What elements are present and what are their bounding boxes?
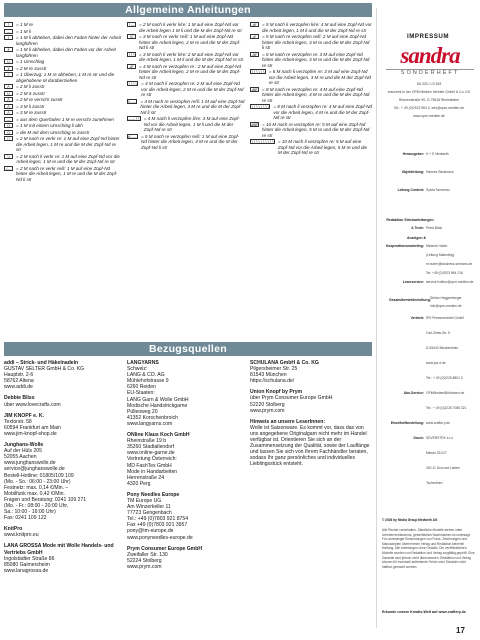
source-line: www.knitpro.eu — [4, 532, 39, 539]
knit-symbol-icon: U — [4, 59, 13, 64]
source-name: LANA GROSSA Mode mit Wolle Handels- und Vertriebs GmbH — [4, 543, 114, 556]
abbreviation-text: = 5 M nach re verzopfen re/li: 2 M auf eine Zopf-Nd hinter die Arbeit legen, 3 M re und die M der Zopf-Nd li str — [262, 34, 370, 50]
copyright: © 2026 by Media Group Medweth AG — [382, 518, 438, 522]
logo-word: sandra — [400, 43, 460, 68]
knit-symbol-icon: I — [4, 35, 13, 40]
impressum-key: Druck: — [413, 436, 424, 440]
impressum-value: (Leitung Marketing) — [426, 253, 455, 257]
abbreviation-item — [250, 87, 372, 104]
abbreviation-item — [4, 66, 122, 72]
impressum-row — [380, 262, 480, 267]
impressum-value: Sylvia Tannenwi — [426, 188, 450, 192]
source-line: Hauptstr. 2-6 — [4, 372, 34, 379]
source-line: pony@tm-europe.de — [127, 528, 174, 535]
source-line: 52224 Stolberg — [127, 557, 162, 564]
knit-symbol-icon: ∖∖∖∖∖∖∖∖ — [251, 105, 270, 109]
knit-symbol-icon: ⁄⁄⁄⁄⁄⁄ — [250, 52, 259, 57]
impressum-row — [380, 406, 480, 411]
impressum-panel — [380, 0, 480, 640]
impressum-value: Tel.: + 49 (0)2225 8801 0 — [426, 376, 463, 380]
source-line: 60594 Frankfurt am Main — [4, 424, 61, 431]
knit-symbol-icon: /∖ — [4, 136, 13, 141]
impressum-row — [380, 331, 480, 336]
source-line: Ingolstädter Straße 86 — [4, 555, 55, 562]
impressum-key: Objektleitung: — [401, 170, 424, 174]
source-line: MD FashTex GmbH — [127, 462, 172, 469]
abbreviation-item — [127, 34, 245, 51]
knit-symbol-icon: ∖— — [128, 23, 135, 27]
knit-symbol-icon: ⁄⁄⁄⁄⁄⁄⁄⁄ — [250, 87, 259, 92]
knit-symbol-icon: ⊼ — [4, 47, 13, 52]
source-line: Herrenstraße 24 — [127, 474, 165, 481]
source-line: Tel.: +49 (0)7803 921 8754 — [127, 516, 189, 523]
impressum-value: SEVERSTEK s.r.o. — [426, 436, 454, 440]
abbreviation-text: = 8 M nach li verzopfen re: 4 M auf eine Zopf-Nd vor die Arbeit legen, 4 M re und die M der Zopf-Nd re str — [273, 104, 372, 120]
source-line: Zweifaller Str. 130 — [127, 551, 168, 558]
impressum-key — [380, 376, 426, 381]
impressum-key — [380, 262, 426, 267]
source-name: Pony Needles Europe — [127, 491, 180, 498]
impressum-key — [380, 406, 426, 411]
abbreviation-item — [4, 72, 122, 83]
impressum-key — [380, 331, 426, 336]
abbreviation-text: = 5 M nach li verzopfen li/re: 4 M auf eine Zopf-Nd vor die Arbeit legen, 1 M li und die M der Zopf-Nd re str — [262, 22, 372, 33]
impressum-row — [380, 152, 480, 157]
source-entry — [127, 546, 245, 570]
knit-symbol-icon: ⋀ — [4, 84, 13, 89]
impressum-row — [380, 226, 480, 231]
abbreviation-item — [4, 59, 122, 65]
impressum-value: H + E Medweth — [426, 152, 449, 156]
source-line: Bestell-Hotline: 01805/109 109 — [4, 472, 74, 479]
impressum-value: 400 11 Ústí nad Labem — [426, 466, 461, 470]
abbreviation-text: = aus dem Querfaden 1 M re verschr zunehmen — [16, 116, 114, 122]
knit-symbol-icon: │ — [4, 22, 13, 27]
impressum-value: Tel.: + 49 (0)2225 7085 321 — [426, 406, 467, 410]
impressum-row — [380, 466, 480, 471]
knit-symbol-icon: ∖∖∖∖∖∖∖∖∖∖ — [251, 140, 274, 144]
source-line: www.online-garne.de — [127, 450, 175, 457]
abbreviation-item — [4, 29, 122, 35]
source-entry — [4, 442, 122, 521]
abbreviation-item — [250, 69, 372, 86]
impressum-key: Herausgeber: — [402, 152, 424, 156]
abbreviation-item — [127, 52, 245, 63]
source-line: Festnetz: max. 0,14 €/Min. – — [4, 484, 69, 491]
gesamt-heading: Gesamtherstellenleitung: — [388, 298, 431, 302]
impressum-key — [380, 481, 426, 486]
abbreviation-item — [250, 104, 372, 121]
source-entry — [127, 432, 245, 487]
source-line: 41352 Korschenbroich — [127, 414, 178, 421]
abbreviation-item — [127, 116, 245, 133]
source-entry — [4, 360, 122, 390]
knit-symbol-icon: ⋀ — [4, 110, 13, 115]
knit-symbol-icon: ⋀ — [4, 104, 13, 109]
impressum-key: Leitung Content: — [397, 188, 424, 192]
impressum-row — [380, 253, 480, 258]
source-line: 77723 Gengenbach — [127, 510, 172, 517]
source-line: www.addi.de — [4, 384, 33, 391]
knit-symbol-icon: ∕∕∕ — [127, 34, 136, 39]
legal-text: Alle Rechte vorbehalten. Sämtliche Modelle stehen unter Urheberrechtsschutz, gewerbliches Nachmachen ist untersagt. Für unverlangte Einsendungen von Fotos, Zeichnungen und Manuskripten übernehmen Verlag und Redaktion keinerlei Haftung. Alle Anleitungen ohne Gewähr. Die veröffentlichten Modelle wurden von Redaktion und Verlag sorgfältig geprüft. Eine Garantie wird jedoch nicht übernommen. Redaktion und Verlag können für eventuell auftretende Fehler oder Schäden nicht haftbar gemacht werden. — [382, 528, 475, 569]
abbreviation-text: = 8 M nach re verzopfen re: 4 M auf eine Zopf-Nd hinter die Arbeit legen, 4 M re und die M der Zopf-Nd re str — [262, 86, 370, 103]
knit-symbol-icon: — — [4, 117, 13, 122]
knit-symbol-icon: ⁄⁄⁄—— — [128, 134, 137, 139]
source-line: TM Europe UG — [127, 497, 162, 504]
source-line: service@junghanswolle.de — [4, 466, 65, 473]
abbreviation-text: = 4 M nach li verzopfen li/re: 3 M auf eine Zopf-Nd vor die Arbeit legen, 1 M li und die M der Zopf-Nd re str — [143, 116, 240, 132]
source-line: Textorstr. 58 — [4, 418, 32, 425]
abbreviation-text: = 3 M nach re verkr re/li: 1 M auf eine Zopf-Nd hinter die Arbeit legen, 2 M re und die M der Zopf-Nd li str — [139, 34, 241, 50]
knit-symbol-icon: ⊻ — [4, 66, 13, 71]
abbreviation-text: = 1 Umschlag — [16, 59, 45, 64]
abbreviation-text: = 3 M li zusstr — [16, 103, 45, 109]
abbreviation-item — [4, 35, 122, 46]
abbreviation-text: = 1 M re — [16, 22, 33, 27]
gesamt-value: Stefan Heggenberger — [430, 296, 462, 300]
source-line: www.jim-knopf-shop.de — [4, 430, 57, 437]
impressum-row — [380, 391, 480, 396]
section-title-anleitungen: Allgemeine Anleitungen — [4, 3, 372, 17]
source-name: addi – Strick- und Häkelnadeln — [4, 360, 79, 366]
abbreviation-item — [4, 104, 122, 110]
abbreviation-text: = 4 M nach re verzopfen re : 2 M auf eine Zopf-Nd hinter die Arbeit legen, 2 M re und die M der Zopf-Nd re str — [139, 63, 242, 80]
abbreviation-text: = 2 M nach li verkr li/re: 1 M auf eine Zopf-Nd vor die Arbeit legen 1 M li und die M der Zopf-Nd re str — [139, 22, 242, 33]
abbreviation-text: = 4 M nach re verzopfen re/li: 1 M auf eine Zopf-Nd hinter die Arbeit legen, 3 M re und die M der Zopf-Nd li str — [140, 98, 245, 115]
abbreviation-text: = 1 M mit einem Umschlag li abh — [16, 123, 83, 128]
gesamt-mail: info@opm-medien.de — [430, 304, 462, 308]
sources-column-1 — [4, 360, 122, 579]
source-name: ONline Klaus Koch GmbH — [127, 432, 190, 439]
source-line: Mode in Handarbeiten — [127, 468, 178, 475]
source-line: Mühlehofstrasse 9 — [127, 378, 169, 385]
sources-column-3 — [250, 360, 372, 473]
abbreviation-text: = 2 M nach re verkr re: 1 M auf eine Zopf-Nd hinter die Arbeit legen, 1 M re und die M der Zopf-Nd re str — [16, 136, 120, 152]
source-line: (Mo. - Fr.: 08:00 - 20:00 Uhr, — [4, 502, 69, 509]
knit-symbol-icon: ⁄— — [4, 166, 13, 171]
knit-symbol-icon: ◊ — [4, 72, 13, 77]
source-name: Union Knopf by Prym — [250, 389, 303, 396]
source-line: 4320 Perg — [127, 480, 151, 487]
source-line: 52055 Aachen — [4, 454, 37, 461]
abbreviation-item — [250, 52, 372, 69]
abbreviation-text: = 3 M re zusstr — [16, 110, 47, 115]
impressum-value: Carl-Zeiss-Str. 5 — [426, 331, 450, 335]
source-line: EU-Staaten: — [127, 390, 155, 397]
impressum-row — [380, 244, 480, 249]
abbreviation-text: = 2 M li zusstr — [16, 84, 45, 89]
source-name: Hinweis an unsere LeserInnen: — [250, 418, 326, 425]
impressum-key — [380, 346, 426, 351]
abbreviation-text: = 2 M ä zusstr — [16, 90, 45, 96]
impressum-value: m.huber@business-services.de — [426, 262, 473, 266]
source-line: Püllenweg 20 — [127, 408, 158, 415]
sources-column-2 — [127, 360, 245, 575]
source-name: KnitPro — [4, 526, 23, 533]
abbreviation-text: = 3 M nach li verkr li/re: 2 M auf eine Zopf-Nd vor die Arbeit legen, 1 M li und die M der Zopf-Nd re str — [139, 51, 244, 62]
abbreviation-item — [4, 97, 122, 103]
source-name: JIM KNOPF e. K. — [4, 412, 44, 419]
abbreviation-text: = 1 M li — [16, 28, 31, 34]
source-entry — [127, 360, 245, 427]
abbreviation-item — [4, 22, 122, 28]
source-line: LANG & CO. AG — [127, 372, 165, 379]
source-line: Mobilfunk max. 0,42 €/Min. — [4, 490, 65, 497]
impressum-key: Leserservice: — [402, 280, 424, 284]
impressum-value: D-53340 Meckenheim — [426, 346, 459, 350]
abbreviations-column-1 — [4, 22, 122, 183]
abbreviation-text: = 5 M nach re verzopfen re/li: 1 M auf eine Zopf-Nd hinter die Arbeit legen, 4 M re und die M der Zopf-Nd li str — [141, 133, 240, 150]
impressum-row — [380, 271, 480, 276]
abbreviation-item — [4, 166, 122, 183]
source-line: 85080 Gaimersheim — [4, 561, 50, 568]
source-line: Auf der Hüls 205 — [4, 448, 42, 455]
page-number: 17 — [456, 626, 465, 635]
anzeigen-heading: Anzeigen & — [406, 236, 426, 240]
abbreviations-column-2 — [127, 22, 245, 151]
knit-symbol-icon: ⁄⁄⁄⁄⁄ — [250, 22, 259, 27]
source-entry — [250, 360, 372, 384]
publisher-phone: Tel.: + 49 (0)7623 964 0, info@opm-medien.de — [393, 106, 465, 110]
impressum-key: Vertrieb: — [410, 316, 424, 320]
abbreviation-text: = 2 M nach li verkr re: 1 M auf eine Zopf-Nd vor die Arbeit legen, 1 M re und die M der Zopf-Nd re str — [16, 153, 120, 164]
source-name: LANGYARNS — [127, 360, 159, 366]
source-line: https://schulana.de/ — [250, 378, 295, 385]
source-line: www.prym.com — [250, 407, 285, 414]
publisher-address: Rönnenstraße 90, D-79618 Rheinfelden — [398, 98, 460, 102]
abbreviation-text: = 1 M li abheben, dabei den Faden vor der Arbeit langführen — [16, 47, 116, 58]
knit-symbol-icon: ⁄⁄—— — [128, 99, 137, 104]
knit-symbol-icon: ⁄⁄⁄⁄ — [127, 64, 136, 69]
source-entry — [4, 526, 122, 538]
impressum-value: Hannes Stickmann — [426, 170, 454, 174]
abbreviation-item — [250, 139, 372, 156]
abbreviation-item — [127, 134, 245, 151]
source-name: Debbie Bliss — [4, 395, 35, 402]
source-line: Pilgersheimer Str. 25 — [250, 366, 298, 373]
source-line: GUSTAV SELTER GmbH & Co. KG — [4, 366, 85, 373]
abbreviation-item — [4, 110, 122, 116]
source-entry — [250, 419, 372, 468]
knit-symbol-icon: ⁄⁄⁄⁄⁄⁄⁄⁄⁄⁄ — [251, 122, 258, 127]
abbreviation-text: = 6 M nach re verzopfen re: 3 M auf eine Zopf-Nd hinter die Arbeit legen, 3 M re und die M der Zopf-Nd re str — [262, 51, 370, 68]
abbreviation-item — [4, 84, 122, 90]
abbreviation-text: = 10 M nach re verzopfen re: 5 M auf eine Zopf-Nd hinter die Arbeit legen, 5 M re und die M der Zopf-Nd re str — [262, 121, 370, 138]
abbreviation-item — [4, 136, 122, 153]
source-line: 81543 München — [250, 372, 287, 379]
knit-symbol-icon: ∖∖∖∖∖∖ — [251, 70, 265, 74]
abbreviation-item — [4, 117, 122, 123]
source-line: 6260 Reiden — [127, 384, 156, 391]
impressum-footer: Erkunde unsere Kreativ-Welt auf www.craftery.de — [382, 610, 466, 614]
publisher-web[interactable]: www.opm-medien.de — [413, 114, 445, 118]
abbreviation-text: = die M mit dem Umschlag re zusstr — [16, 129, 90, 135]
impressum-value: Miesto 321/27 — [426, 451, 447, 455]
source-line: www.prym.com — [127, 563, 162, 570]
abbreviations-column-3 — [250, 22, 372, 157]
impressum-row — [380, 481, 480, 486]
impressum-key: Abo-Service: — [403, 391, 424, 395]
source-name: SCHULANA GmbH & Co. KG — [250, 360, 319, 366]
source-line: www.lanagrossa.de — [4, 567, 49, 574]
impressum-row — [380, 361, 480, 366]
source-line: 58762 Altena — [4, 378, 34, 385]
abbreviation-item — [127, 22, 245, 33]
source-line: 52220 Stolberg — [250, 401, 285, 408]
impressum-value: OPMMedienBild/ebsen.de — [426, 391, 465, 395]
impressum-value: IPS Pressevertrieb GmbH — [426, 316, 464, 320]
impressum-value: www.ips-d.de — [426, 361, 446, 365]
source-line: 35260 Stadtallendorf — [127, 444, 175, 451]
impressum-row — [380, 188, 480, 193]
source-name: Prym Consumer Europe GmbH — [127, 545, 203, 552]
impressum-row — [380, 436, 480, 441]
source-entry — [4, 413, 122, 437]
source-line: über www.lovecrafts.com — [4, 401, 61, 408]
abbreviation-item — [4, 91, 122, 97]
impressum-value: Petra Bäck — [426, 226, 443, 230]
impressum-value: Melanie Huber — [426, 244, 448, 248]
abbreviation-text: = 1 Überzug: 1 M re abheben, 1 M re str und die abgehobene M darüberziehen — [16, 72, 115, 83]
issue-number: SA 333 / LS 533 — [416, 82, 442, 86]
source-line: www.ponyneedles-europe.de — [127, 534, 193, 541]
source-line: Wolle ist Saisonware. Es kommt vor, dass das von uns angegebene Originalgarn nicht mehr im Handel verfügbar ist. Orientieren Sie sich an der Zusammensetzung der Qualität, sowie der Lauflänge und lassen Sie sich von Ihrem Fachhändler beraten, sodass Ihr ganz persönliches und individuelles Lieblingsstück entsteht. — [250, 424, 370, 468]
abbreviation-item — [4, 130, 122, 136]
knit-symbol-icon: ∖∖∖ — [128, 52, 135, 57]
source-line: www.junghanswolle.de — [4, 460, 56, 467]
abbreviation-text: = 10 M nach li verzopfen re: 5 M auf eine Zopf-Nd vor die Arbeit legen, 5 M re und die M der Zopf-Nd re str — [277, 139, 368, 155]
impressum-row — [380, 421, 480, 426]
abbreviation-item — [4, 47, 122, 58]
abbreviation-text: = 1 M li abheben, dabei den Faden hinter der Arbeit langführen — [16, 35, 121, 46]
impressum-key — [380, 451, 426, 456]
knit-symbol-icon: ⋀ — [4, 97, 13, 102]
abbreviation-item — [127, 81, 245, 98]
source-line: www.langyarns.com — [127, 420, 173, 427]
impressum-value: Tschechien — [426, 481, 443, 485]
abbreviation-item — [250, 22, 372, 33]
knit-symbol-icon: ⋁ — [4, 91, 13, 96]
redaktion-heading: Redaktion Strickanleitungen — [386, 218, 434, 222]
impressum-value: www.crafter.y.de — [426, 421, 450, 425]
source-entry — [4, 395, 122, 407]
source-line: Am Winzerkeller 11 — [127, 504, 171, 511]
knit-symbol-icon: ∖∖∖∖ — [128, 82, 138, 86]
impressum-key: Kooperationsmarketing: — [385, 244, 424, 248]
impressum-row — [380, 170, 480, 175]
knit-symbol-icon: — — [4, 29, 13, 34]
source-entry — [4, 543, 122, 573]
source-line: LANG Garn & Wolle GmbH — [127, 396, 189, 403]
impressum-row — [380, 451, 480, 456]
impressum-key — [380, 361, 426, 366]
impressum-row — [380, 316, 480, 321]
source-line: über Prym Consumer Europe GmbH — [250, 395, 333, 402]
impressum-key: & Texte: — [411, 226, 424, 230]
abbreviation-item — [4, 154, 122, 165]
abbreviation-item — [4, 123, 122, 129]
abbreviation-text: = 2 M nach re verkr re/li: 1 M auf eine Zopf-Nd hinter die Arbeit legen, 1 M re und die M der Zopf-Nd li str — [16, 165, 118, 182]
source-line: Schweiz: — [127, 366, 148, 373]
abbreviation-item — [127, 64, 245, 81]
source-entry — [127, 492, 245, 541]
impressum-value: service.hotline@opm-medien.de — [426, 280, 474, 284]
impressum-key — [380, 253, 426, 258]
source-line: (Mo. - So.: 06:00 - 23:00 Uhr) — [4, 478, 71, 485]
column-divider — [376, 8, 377, 628]
source-entry — [250, 389, 372, 413]
abbreviation-text: = 2 M re zusstr — [16, 65, 47, 71]
source-line: Vertretung Österreich: — [127, 456, 177, 463]
source-line: Fax: 0241 109 122 — [4, 515, 47, 522]
source-line: Rheinstraße 19 b — [127, 438, 167, 445]
abbreviation-item — [250, 34, 372, 51]
sandra-logo — [386, 44, 474, 76]
source-line: Fax +49 (0)7803 921 3957 — [127, 522, 188, 529]
abbreviation-text: = 6 M nach li verzopfen re: 3 M auf eine Zopf-Nd vor die Arbeit legen, 3 M re und die M der Zopf-Nd re str — [268, 69, 371, 85]
knit-symbol-icon: ⁄⁄⁄⁄ — [250, 34, 259, 39]
abbreviation-text: = 4 M nach li verzopfen re: 2 M auf eine Zopf-Nd vor die Arbeit legen, 2 M re und die M der Zopf-Nd re str — [141, 81, 244, 97]
knit-symbol-icon: Q — [4, 123, 13, 128]
impressum-key — [380, 271, 426, 276]
abbreviation-text: = 2 M re verschr zusstr — [16, 97, 63, 102]
impressum-row — [380, 280, 480, 285]
abbreviation-item — [250, 122, 372, 139]
impressum-row — [380, 376, 480, 381]
impressum-key: Einzelheftbestellung: — [390, 421, 424, 425]
source-line: Sa.: 10:00 - 16:00 Uhr) — [4, 509, 56, 516]
impressum-key — [380, 466, 426, 471]
knit-symbol-icon: ——∖∖ — [128, 117, 140, 121]
abbreviation-item — [127, 99, 245, 116]
knit-symbol-icon: ∖/ — [4, 154, 13, 159]
knit-symbol-icon: Q — [4, 130, 13, 135]
logo-subtitle: SONDERHEFT — [386, 69, 474, 76]
source-line: Fragen und Beratung: 0241 109 271 — [4, 496, 87, 503]
source-line: Modische Handstrickgarne — [127, 402, 188, 409]
section-title-bezugsquellen: Bezugsquellen — [4, 342, 372, 356]
impressum-title: IMPRESSUM — [407, 33, 449, 40]
impressum-value: Tel. +49 (0)7623 964 216 — [426, 271, 463, 275]
source-name: Junghans-Wolle — [4, 442, 44, 449]
impressum-row — [380, 346, 480, 351]
publisher-line: erscheint in der OPM Medien Vertrieb GmbH & Co. KG — [387, 90, 471, 94]
